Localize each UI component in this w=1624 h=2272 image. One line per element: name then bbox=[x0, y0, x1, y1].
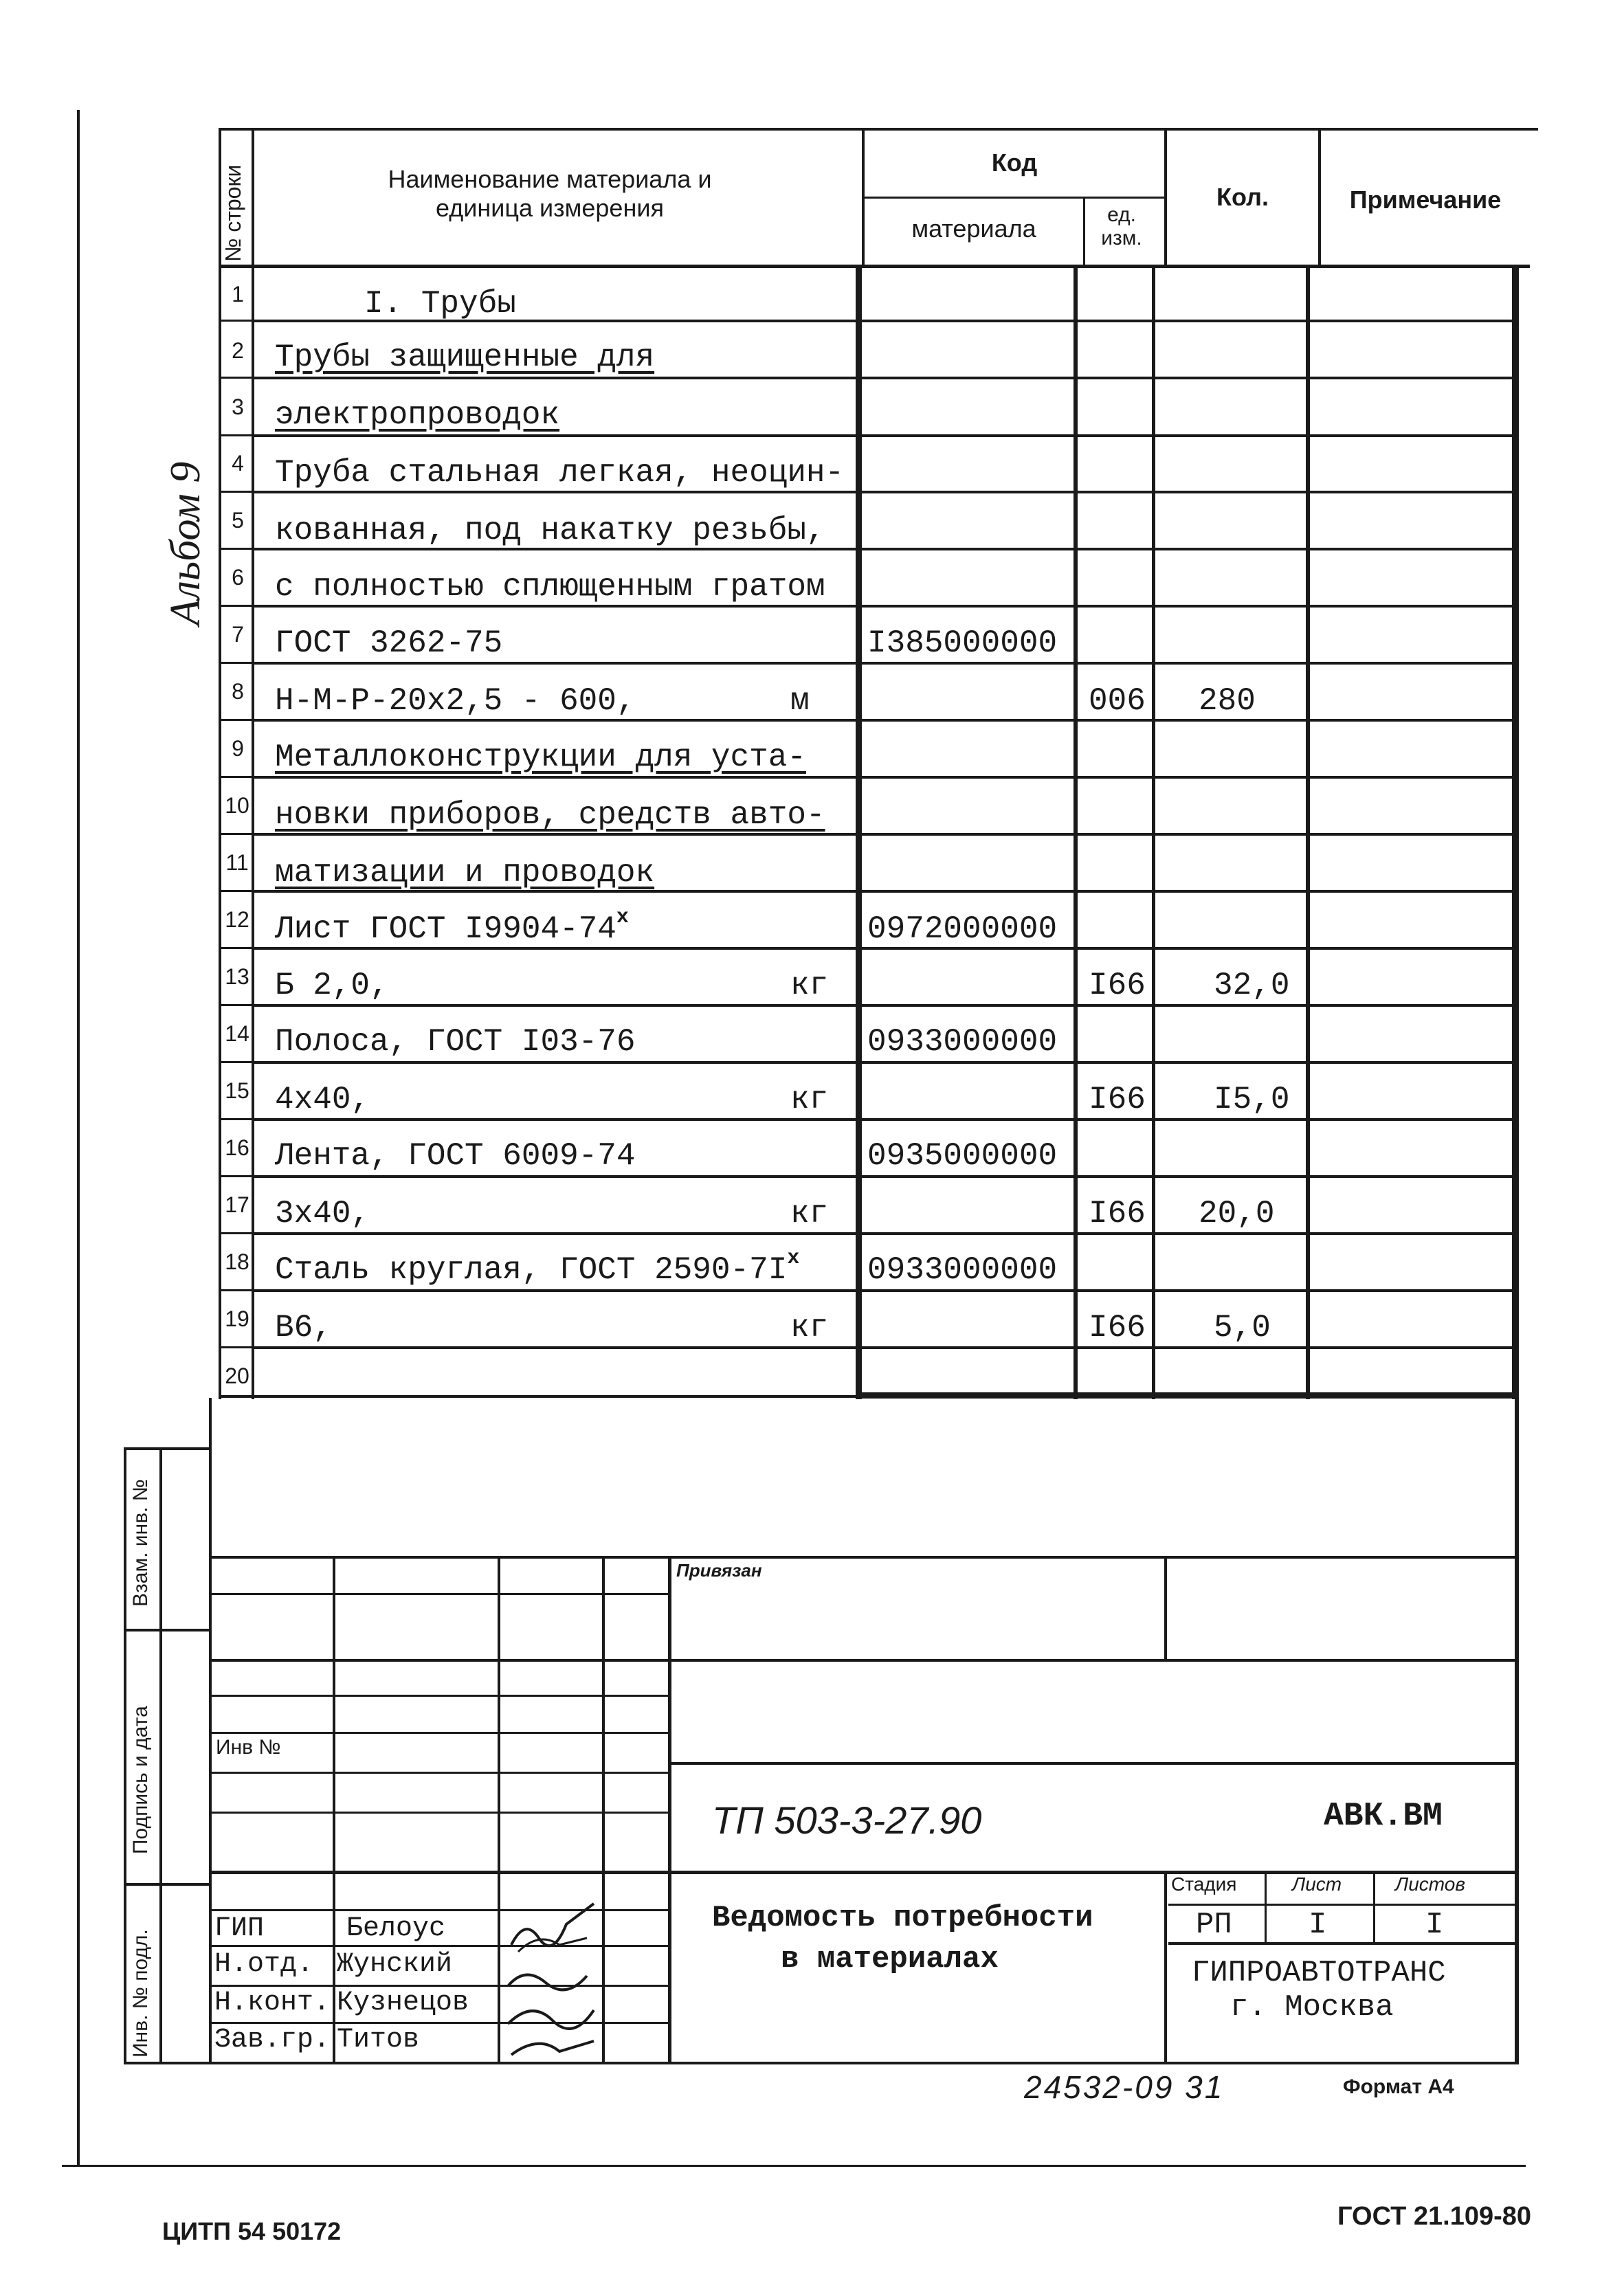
rownum-line bbox=[219, 1289, 253, 1291]
rownum-line bbox=[219, 890, 253, 892]
row-number: 9 bbox=[232, 736, 244, 761]
tb-line-stage2 bbox=[1168, 1942, 1519, 1945]
header-code: Код bbox=[991, 148, 1038, 177]
side-strip-left bbox=[124, 1447, 126, 2064]
rownum-line bbox=[219, 434, 253, 436]
rownum-line bbox=[219, 1118, 253, 1120]
header-name: Наименование материала и единица измерения bbox=[388, 165, 712, 222]
tb-v5 bbox=[1164, 1556, 1167, 1659]
page-bottom-margin-line bbox=[62, 2165, 1526, 2167]
row-line bbox=[252, 1004, 1519, 1007]
signer-role: Н.отд. bbox=[214, 1949, 314, 1980]
row-unit: кг bbox=[790, 1082, 829, 1117]
row-line bbox=[252, 1346, 1519, 1349]
row-unit-code: I66 bbox=[1089, 968, 1146, 1003]
rownum-line bbox=[219, 1232, 253, 1234]
stage-label: Стадия bbox=[1171, 1873, 1237, 1895]
row-number: 4 bbox=[232, 451, 244, 476]
rownum-line bbox=[219, 776, 253, 778]
tb-line-privyazan bbox=[209, 1556, 1519, 1559]
privyazan-label: Привязан bbox=[676, 1560, 762, 1581]
row-number: 11 bbox=[225, 850, 249, 875]
row-number: 2 bbox=[232, 338, 244, 363]
side-label-inv-podl: Инв. № подл. bbox=[129, 1929, 152, 2058]
inv-no-label: Инв № bbox=[216, 1736, 281, 1759]
rownum-line bbox=[219, 1175, 253, 1177]
signer-role: ГИП bbox=[214, 1913, 265, 1944]
rownum-line bbox=[219, 548, 253, 550]
row-number: 8 bbox=[232, 679, 244, 704]
row-name: В6, bbox=[275, 1310, 332, 1346]
row-name: Н-М-Р-20х2,5 - 600, bbox=[275, 683, 636, 719]
table-bottom-thick bbox=[856, 1392, 1519, 1399]
row-name: ГОСТ 3262-75 bbox=[275, 625, 503, 661]
row-name: Труба стальная легкая, неоцин- bbox=[275, 455, 845, 491]
row-material-code: 0933000000 bbox=[867, 1252, 1058, 1288]
header-code-material: материала bbox=[911, 214, 1036, 243]
row-name: 3х40, bbox=[275, 1196, 370, 1232]
row-name: Металлоконструкции для уста- bbox=[275, 739, 806, 775]
side-strip-div1 bbox=[124, 1629, 212, 1631]
footer-left: ЦИТП 54 50172 bbox=[162, 2217, 342, 2245]
signer-name: Жунский bbox=[337, 1949, 453, 1980]
superscript-x: х bbox=[616, 906, 629, 929]
row-qty: 20,0 bbox=[1199, 1196, 1275, 1232]
row-number: 17 bbox=[225, 1192, 249, 1217]
superscript-x: х bbox=[787, 1247, 800, 1270]
doc-title-line2: в материалах bbox=[781, 1942, 999, 1976]
rownum-line bbox=[219, 320, 253, 322]
header-code-unit: ед. изм. bbox=[1101, 203, 1142, 249]
side-label-podpis: Подпись и дата bbox=[129, 1706, 152, 1854]
row-name: Б 2,0, bbox=[275, 968, 389, 1003]
sheet-value: I bbox=[1309, 1908, 1327, 1942]
rownum-line bbox=[219, 1004, 253, 1006]
rownum-line bbox=[219, 662, 253, 664]
row-name: матизации и проводок bbox=[275, 855, 655, 891]
row-number: 6 bbox=[232, 565, 244, 590]
row-number: 1 bbox=[232, 282, 244, 307]
row-material-code: 0935000000 bbox=[867, 1138, 1058, 1174]
signer-name: Белоус bbox=[346, 1913, 446, 1944]
footer-right: ГОСТ 21.109-80 bbox=[1337, 2202, 1532, 2231]
side-strip-div2 bbox=[124, 1883, 212, 1886]
table-bottom-left bbox=[219, 1395, 858, 1398]
row-line bbox=[252, 1232, 1519, 1235]
frame-left-inner bbox=[209, 1398, 212, 2064]
sheet-label: Лист bbox=[1292, 1873, 1342, 1895]
tb-line-stage bbox=[1168, 1904, 1519, 1906]
row-unit: м bbox=[790, 683, 810, 719]
row-number: 14 bbox=[225, 1021, 249, 1046]
rownum-line bbox=[219, 491, 253, 493]
row-name: Трубы защищенные для bbox=[275, 339, 655, 375]
row-name bbox=[275, 906, 629, 953]
row-number: 7 bbox=[232, 622, 244, 647]
unit-col-border-hdr bbox=[1083, 197, 1085, 265]
row-number: 10 bbox=[225, 793, 249, 818]
header-bottom-border bbox=[220, 265, 1530, 268]
row-qty: 280 bbox=[1199, 683, 1256, 719]
header-note: Примечание bbox=[1349, 186, 1502, 214]
tb-v6 bbox=[1164, 1871, 1167, 2064]
row-number: 16 bbox=[225, 1135, 249, 1160]
row-number: 15 bbox=[225, 1078, 249, 1103]
row-qty: 5,0 bbox=[1214, 1310, 1271, 1346]
code-header-divider bbox=[863, 197, 1167, 199]
row-name: с полностью сплющенным гратом bbox=[275, 569, 825, 605]
row-unit: кг bbox=[790, 968, 829, 1003]
row-unit-code: 006 bbox=[1089, 683, 1146, 719]
doc-code: ТП 503-3-27.90 bbox=[712, 1798, 982, 1842]
row-number: 20 bbox=[225, 1363, 249, 1388]
signature-scribbles bbox=[498, 1890, 608, 2062]
row-material-code: 0972000000 bbox=[867, 911, 1058, 947]
row-name: I. Трубы bbox=[364, 286, 516, 322]
tb-v1 bbox=[333, 1556, 335, 2064]
frame-right bbox=[1515, 1398, 1519, 2064]
row-qty: 32,0 bbox=[1214, 968, 1290, 1003]
row-line bbox=[252, 1118, 1519, 1121]
rownum-line bbox=[219, 947, 253, 949]
tb-line-b bbox=[209, 1659, 1519, 1662]
header-row-no: № строки bbox=[221, 164, 245, 262]
row-name: 4х40, bbox=[275, 1082, 370, 1117]
page-left-margin-line bbox=[77, 110, 80, 2165]
doc-suffix: АВК.ВМ bbox=[1324, 1798, 1443, 1835]
row-material-code: 0933000000 bbox=[867, 1024, 1058, 1060]
side-label-vzam: Взам. инв. № bbox=[129, 1479, 152, 1607]
signer-role: Зав.гр. bbox=[214, 2025, 331, 2056]
row-name: новки приборов, средств авто- bbox=[275, 797, 825, 833]
row-qty: I5,0 bbox=[1214, 1082, 1290, 1117]
row-name bbox=[275, 1249, 799, 1294]
side-strip-top bbox=[124, 1447, 212, 1450]
row-name-text: Сталь круглая, ГОСТ 2590-7I bbox=[275, 1252, 788, 1288]
rownum-line bbox=[219, 377, 253, 379]
org-line2: г. Москва bbox=[1230, 1990, 1394, 2025]
table-top-border bbox=[220, 128, 1538, 131]
row-material-code: I385000000 bbox=[867, 625, 1058, 661]
side-strip-mid bbox=[159, 1447, 162, 2064]
signer-name: Титов bbox=[337, 2025, 420, 2056]
sheets-value: I bbox=[1425, 1908, 1444, 1942]
row-name-text: Лист ГОСТ I9904-74 bbox=[275, 911, 616, 947]
header-qty: Кол. bbox=[1216, 183, 1269, 211]
doc-title-line1: Ведомость потребности bbox=[712, 1901, 1093, 1935]
row-unit: кг bbox=[790, 1196, 829, 1232]
tb-v8 bbox=[1373, 1871, 1375, 1944]
rownum-line bbox=[219, 1346, 253, 1348]
row-unit: кг bbox=[790, 1310, 829, 1346]
format-label: Формат А4 bbox=[1343, 2075, 1454, 2098]
rownum-line bbox=[219, 605, 253, 607]
tb-v4 bbox=[668, 1556, 671, 2064]
row-name: Лента, ГОСТ 6009-74 bbox=[275, 1138, 636, 1174]
row-number: 13 bbox=[225, 964, 249, 989]
archive-number: 24532-09 31 bbox=[1024, 2069, 1225, 2105]
stage-value: РП bbox=[1196, 1908, 1232, 1942]
row-name: кованная, под накатку резьбы, bbox=[275, 513, 825, 548]
rownum-line bbox=[219, 833, 253, 835]
row-name: электропроводок bbox=[275, 397, 560, 433]
rownum-line bbox=[219, 1061, 253, 1063]
album-note: Альбом 9 bbox=[162, 461, 209, 625]
row-name: Полоса, ГОСТ I03-76 bbox=[275, 1024, 636, 1060]
row-unit-code: I66 bbox=[1089, 1196, 1146, 1232]
row-unit-code: I66 bbox=[1089, 1082, 1146, 1117]
signer-name: Кузнецов bbox=[337, 1987, 469, 2018]
sheets-label: Листов bbox=[1395, 1873, 1465, 1895]
row-number: 12 bbox=[225, 907, 249, 932]
tb-line-code bbox=[671, 1762, 1519, 1765]
signer-role: Н.конт. bbox=[214, 1987, 331, 2018]
row-number: 19 bbox=[225, 1306, 249, 1331]
row-unit-code: I66 bbox=[1089, 1310, 1146, 1346]
org-line1: ГИПРОАВТОТРАНС bbox=[1192, 1956, 1446, 1990]
row-number: 18 bbox=[225, 1249, 249, 1274]
tb-v7 bbox=[1265, 1871, 1267, 1944]
rownum-line bbox=[219, 719, 253, 721]
row-number: 3 bbox=[232, 394, 244, 419]
row-number: 5 bbox=[232, 508, 244, 533]
